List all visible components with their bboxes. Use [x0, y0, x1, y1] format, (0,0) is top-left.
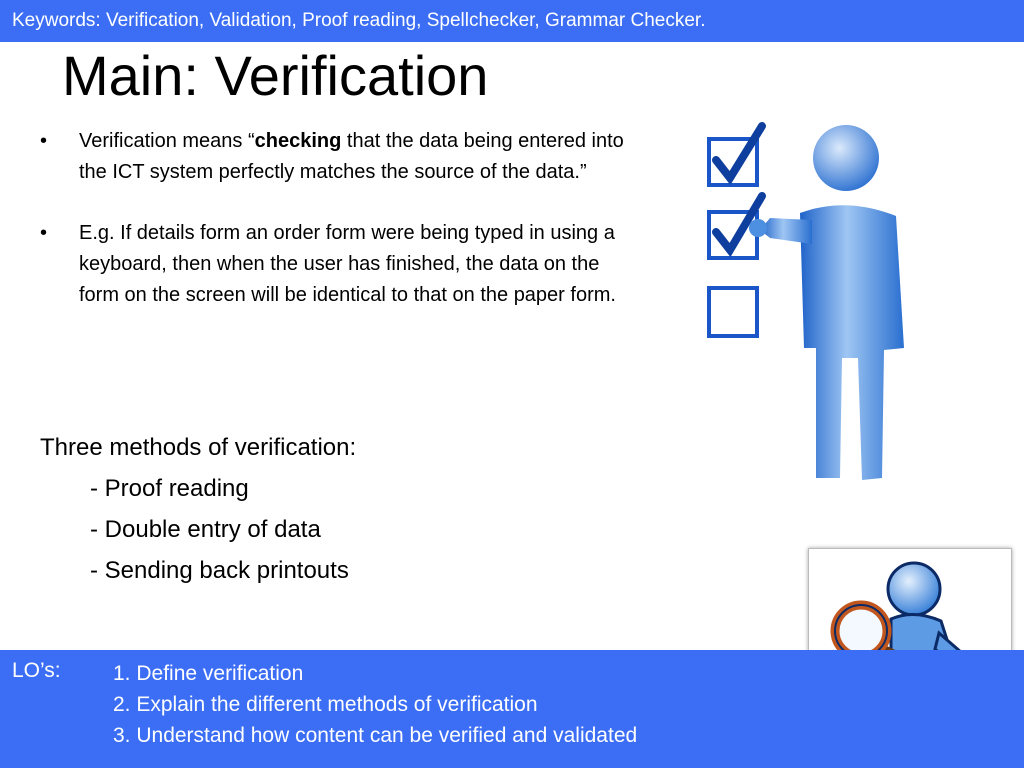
objectives-list [113, 658, 637, 751]
bullet-text-bold: checking [254, 130, 342, 152]
bullet-dot: • [40, 130, 48, 152]
lo-label: LO’s: [12, 659, 61, 682]
keywords-text: Keywords: Verification, Validation, Proof reading, Spellchecker, Grammar Checker. [12, 10, 706, 31]
methods-list [90, 473, 349, 596]
bullet-text-prefix: Verification means “ [79, 130, 255, 152]
bullet-text: E.g. If details form an order form were being typed in using a keyboard, then when the user has finished, the data on the form on the screen will be identical to that on the paper form. [79, 222, 616, 306]
slide-title: Main: Verification [62, 44, 489, 107]
method-item: - Double entry of data [90, 516, 321, 543]
checkbox-empty-icon [709, 288, 757, 336]
keywords-banner [0, 0, 1024, 42]
bullet-item [40, 126, 640, 188]
person-checklist-icon [700, 118, 920, 498]
bullet-dot: • [40, 222, 48, 244]
method-item: - Sending back printouts [90, 557, 349, 584]
methods-heading: Three methods of verification: [40, 434, 357, 461]
objective-item: 3. Understand how content can be verified and validated [113, 724, 638, 747]
objective-item: 2. Explain the different methods of verification [113, 693, 538, 716]
method-item: - Proof reading [90, 475, 249, 502]
learning-objectives-banner [0, 650, 1024, 768]
bullet-text-suffix: that the data being entered into the ICT system perfectly matches the source of the data.” [79, 130, 624, 183]
checkbox-checked-icon [709, 126, 762, 185]
bullet-list [40, 126, 640, 341]
objective-item: 1. Define verification [113, 662, 304, 685]
bullet-item [40, 218, 640, 311]
